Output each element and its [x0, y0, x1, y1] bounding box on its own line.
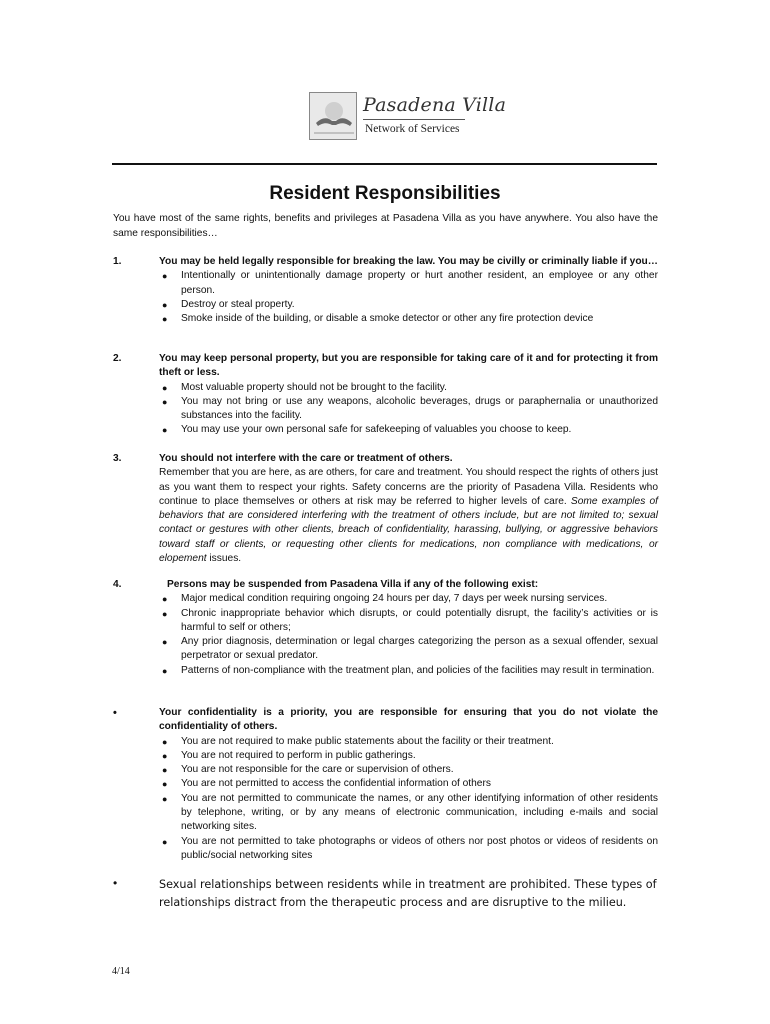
list-item: ● You are not responsible for the care or supervision of others. — [162, 764, 454, 776]
list-item: ● You are not required to make public statements about the facility or their treatment. — [162, 735, 554, 747]
list-item: ● You are not permitted to take photographs or videos of others nor post photos or videos of residents on public/social networking sites — [162, 835, 658, 861]
logo-subtitle: Network of Services — [365, 123, 460, 135]
list-item: ● You may not bring or use any weapons, alcoholic beverages, drugs or paraphernalia or unauthorized substances into the facility. — [162, 395, 658, 422]
logo-emblem-icon — [309, 92, 357, 140]
section-2 — [113, 352, 658, 438]
section-heading: Persons may be suspended from Pasadena Villa if any of the following exist: — [167, 579, 539, 590]
page-number: 4/14 — [112, 966, 130, 977]
list-item: ● Destroy or steal property. — [162, 298, 295, 310]
section-number: 4. — [113, 579, 122, 590]
section-1 — [113, 255, 658, 326]
section-4 — [113, 578, 658, 678]
list-item: ● Major medical condition requiring ongoing 24 hours per day, 7 days per week nursing services. — [162, 593, 608, 605]
list-item: ● Any prior diagnosis, determination or legal charges categorizing the person as a sexual offender, sexual perpetrator or sexual predator. — [162, 636, 658, 662]
final-statement-text: Sexual relationships between residents while in treatment are prohibited. These types of relationships distract from the therapeutic process and are disruptive to the milieu. — [159, 878, 657, 909]
list-item: ● You are not required to perform in public gatherings. — [162, 749, 416, 761]
header-rule — [112, 163, 657, 165]
section-heading: You should not interfere with the care or treatment of others. — [159, 453, 453, 464]
logo-brand-name: Pasadena Villa — [363, 94, 507, 116]
section-number: 1. — [113, 256, 122, 267]
section-3 — [113, 452, 658, 566]
list-item: ● Intentionally or unintentionally damage property or hurt another resident, an employee or any other person. — [162, 270, 658, 296]
section-heading: Your confidentiality is a priority, you are responsible for ensuring that you do not violate the confidentiality of others. — [159, 707, 658, 733]
final-statement — [113, 876, 658, 912]
list-item: ● You may use your own personal safe for safekeeping of valuables you choose to keep. — [162, 424, 572, 436]
section-confidentiality — [113, 706, 658, 863]
list-item: ● Patterns of non-compliance with the treatment plan, and policies of the facilities may result in termination. — [162, 664, 655, 676]
logo-divider — [363, 119, 465, 120]
list-item: ● Chronic inappropriate behavior which disrupts, or could potentially disrupt, the facility’s activities or is harmful to self or others; — [162, 607, 658, 633]
section-number: 3. — [113, 453, 122, 464]
section-paragraph: Remember that you are here, as are others, for care and treatment. You should respect the rights of others just as you want them to respect your rights. Safety concerns are the priority of Pasadena Villa. Residents who continue to place themselves or others at risk may be referred to higher levels of care. Some examples of behaviors that are considered interfering with the treatment of others include, but are not limited to; sexual contact or gestures with other clients, breach of confidentiality, harassing, bullying, or aggressive behaviors toward staff or clients, or requesting other clients for medications, non compliance with medications, or elopement issues. — [159, 467, 658, 565]
pasadena-villa-logo — [309, 92, 507, 142]
section-bullet: • — [113, 707, 117, 719]
section-heading: You may be held legally responsible for breaking the law. You may be civilly or criminally liable if you… — [159, 256, 658, 267]
section-number: 2. — [113, 353, 122, 364]
list-item: ● You are not permitted to communicate the names, or any other identifying information of other residents by telephone, writing, or by any means of electronic communication, including e-mails and social networking sites. — [162, 792, 658, 833]
intro-paragraph: You have most of the same rights, benefits and privileges at Pasadena Villa as you have anywhere. You also have the same responsibilities… — [113, 213, 658, 239]
list-item: ● Smoke inside of the building, or disable a smoke detector or other any fire protection device — [162, 313, 594, 325]
final-bullet: • — [113, 876, 118, 890]
list-item: ● You are not permitted to access the confidential information of others — [162, 778, 491, 790]
list-item: ● Most valuable property should not be brought to the facility. — [162, 381, 447, 393]
page-title: Resident Responsibilities — [269, 183, 501, 204]
section-heading: You may keep personal property, but you are responsible for taking care of it and for protecting it from theft or less. — [159, 353, 658, 379]
